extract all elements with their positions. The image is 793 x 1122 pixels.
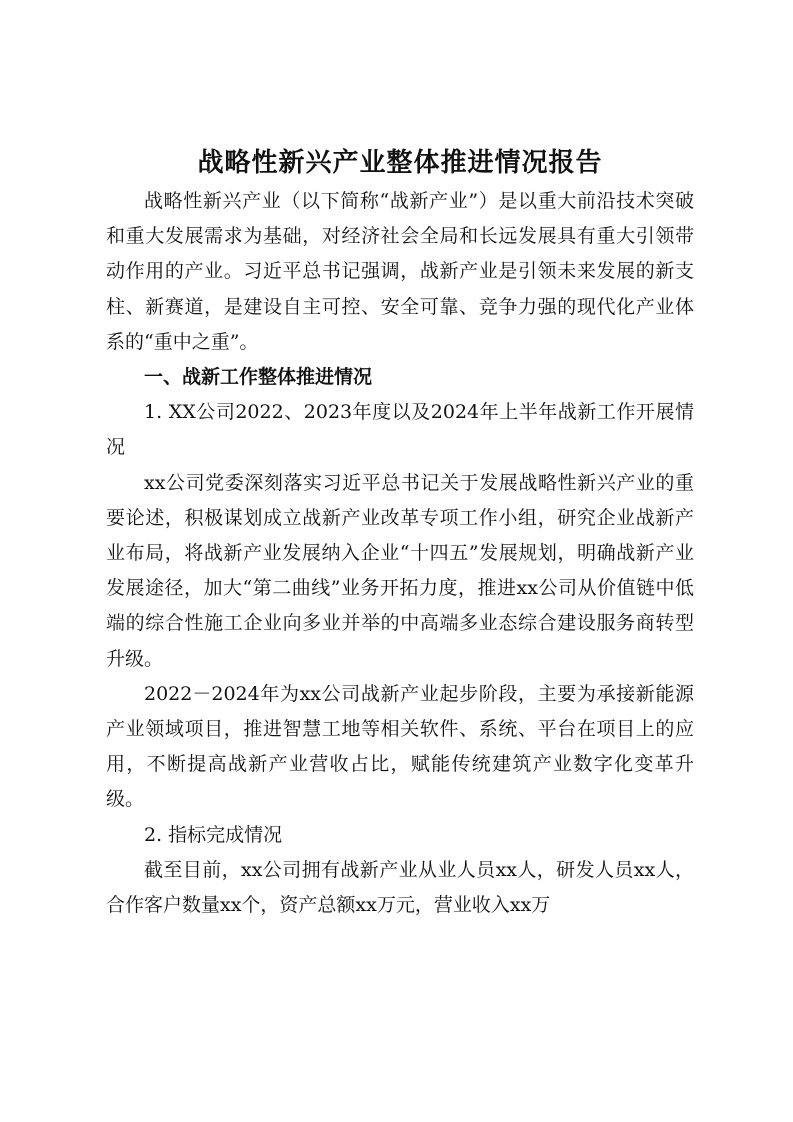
body-paragraph: 2022－2024年为xx公司战新产业起步阶段，主要为承接新能源产业领域项目，推进智慧工地等相关软件、系统、平台在项目上的应用，不断提高战新产业营收占比，赋能传统建筑产业数字化变革升级。 bbox=[106, 682, 694, 811]
body-paragraph: xx公司党委深刻落实习近平总书记关于发展战略性新兴产业的重要论述，积极谋划成立战新产业改革专项工作小组，研究企业战新产业布局，将战新产业发展纳入企业“十四五”发展规划，明确战新产业发展途径，加大“第二曲线”业务开拓力度，推进xx公司从价值链中低端的综合性施工企业向多业并举的中高端多业态综合建设服务商转型升级。 bbox=[106, 471, 694, 670]
intro-paragraph: 战略性新兴产业（以下简称“战新产业”）是以重大前沿技术突破和重大发展需求为基础，对经济社会全局和长远发展具有重大引领带动作用的产业。习近平总书记强调，战新产业是引领未来发展的新支柱、新赛道，是建设自主可控、安全可靠、竞争力强的现代化产业体系的“重中之重”。 bbox=[106, 190, 694, 353]
subsection-heading: 1. XX公司2022、2023年度以及2024年上半年战新工作开展情况 bbox=[106, 401, 694, 459]
document-body bbox=[106, 142, 694, 923]
section-heading: 一、战新工作整体推进情况 bbox=[144, 366, 373, 389]
body-paragraph: 截至目前，xx公司拥有战新产业从业人员xx人，研发人员xx人，合作客户数量xx个，资产总额xx万元，营业收入xx万 bbox=[106, 858, 694, 917]
subsection-heading: 2. 指标完成情况 bbox=[144, 823, 283, 846]
document-title: 战略性新兴产业整体推进情况报告 bbox=[197, 148, 603, 178]
